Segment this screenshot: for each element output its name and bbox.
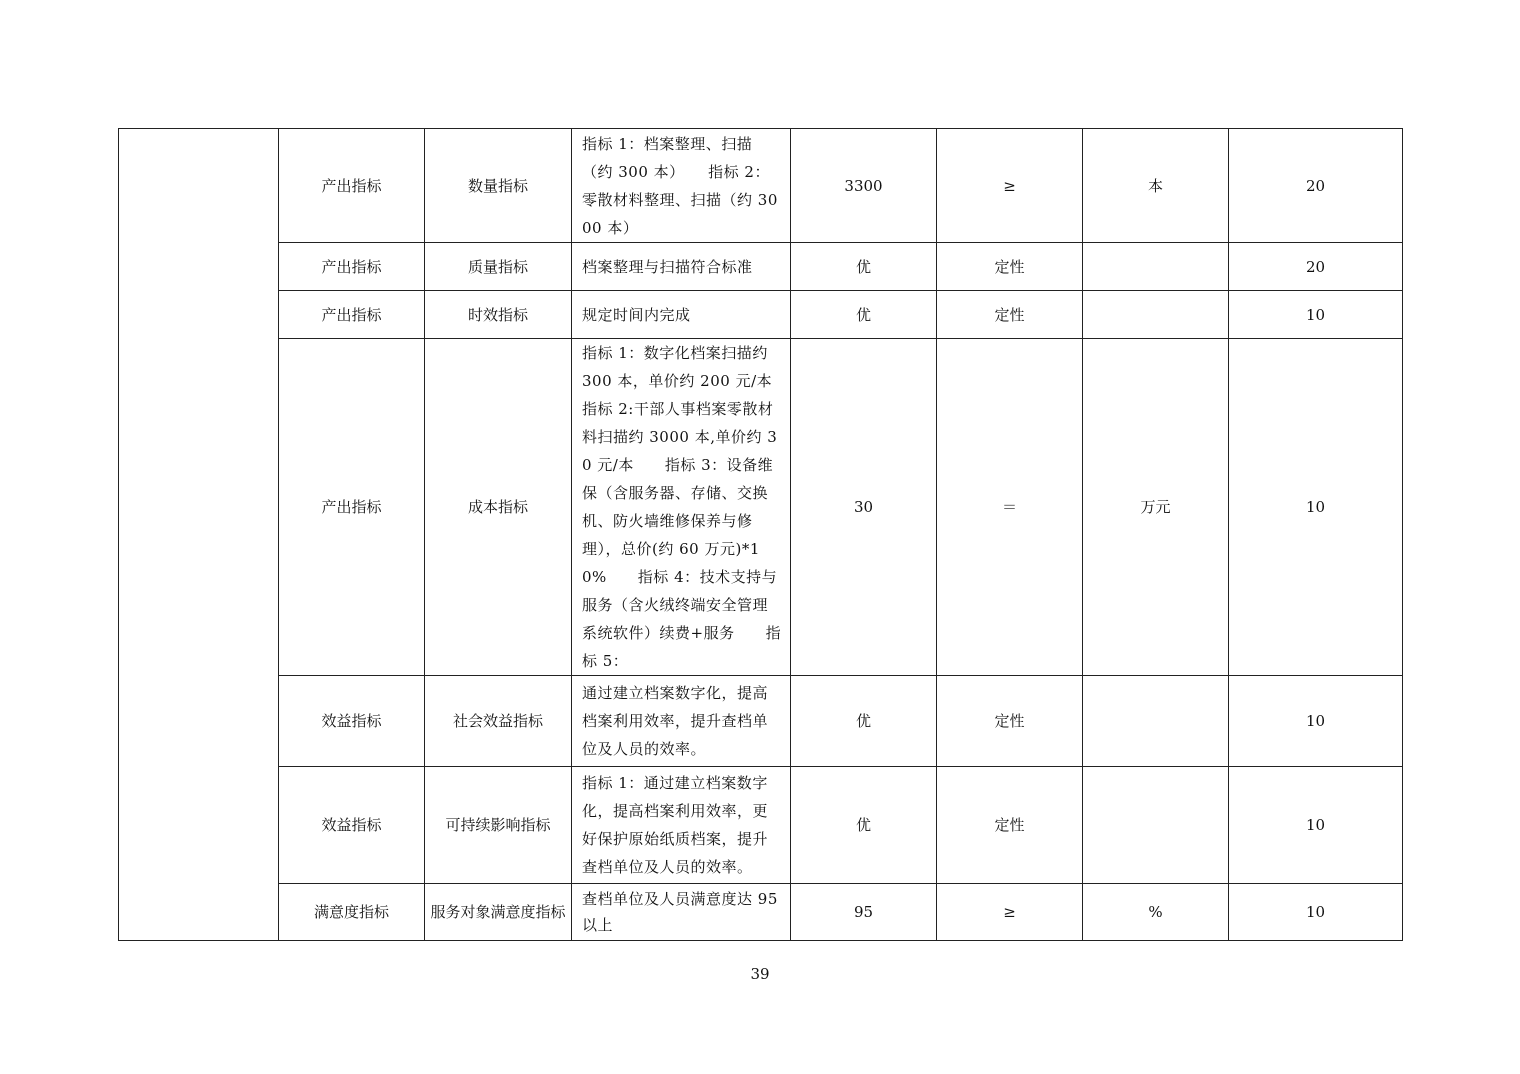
level1-indicator-cell: 满意度指标 <box>279 884 425 941</box>
indicator-unit-cell: 本 <box>1083 129 1229 243</box>
indicator-value-cell: 优 <box>791 767 937 884</box>
indicator-operator-cell: 定性 <box>937 767 1083 884</box>
indicator-unit-cell <box>1083 291 1229 339</box>
merged-blank-cell <box>119 129 279 941</box>
indicator-unit-cell <box>1083 243 1229 291</box>
indicator-value-cell: 优 <box>791 676 937 767</box>
table-row <box>119 339 1403 676</box>
indicator-value-cell: 优 <box>791 243 937 291</box>
level1-indicator-cell: 效益指标 <box>279 767 425 884</box>
level1-indicator-cell: 产出指标 <box>279 291 425 339</box>
level2-indicator-cell: 可持续影响指标 <box>425 767 572 884</box>
indicator-unit-cell: % <box>1083 884 1229 941</box>
indicator-score-cell: 10 <box>1229 767 1403 884</box>
indicator-unit-cell: 万元 <box>1083 339 1229 676</box>
indicator-score-cell: 10 <box>1229 291 1403 339</box>
performance-indicator-table <box>118 128 1403 941</box>
indicator-score-cell: 10 <box>1229 339 1403 676</box>
indicator-operator-cell: 定性 <box>937 291 1083 339</box>
indicator-description-cell: 通过建立档案数字化，提高档案利用效率，提升查档单位及人员的效率。 <box>572 676 791 767</box>
level1-indicator-cell: 产出指标 <box>279 339 425 676</box>
level1-indicator-cell: 产出指标 <box>279 243 425 291</box>
indicator-description-cell: 档案整理与扫描符合标准 <box>572 243 791 291</box>
indicator-operator-cell: 定性 <box>937 243 1083 291</box>
indicator-operator-cell: 定性 <box>937 676 1083 767</box>
indicator-score-cell: 20 <box>1229 129 1403 243</box>
level1-indicator-cell: 效益指标 <box>279 676 425 767</box>
indicator-description-cell: 指标 1：数字化档案扫描约 300 本，单价约 200 元/本 指标 2:干部人事档案零散材料扫描约 3000 本,单价约 30 元/本 指标 3：设备维保（含服务器、存储、交换机、防火墙维修保养与修理），总价(约 60 万元)*10% 指标 4：技术支持与服务（含火绒终端安全管理系统软件）续费+服务 指标 5： <box>572 339 791 676</box>
level2-indicator-cell: 服务对象满意度指标 <box>425 884 572 941</box>
table-row <box>119 243 1403 291</box>
indicator-description-cell: 查档单位及人员满意度达 95 以上 <box>572 884 791 941</box>
table-row <box>119 767 1403 884</box>
level2-indicator-cell: 时效指标 <box>425 291 572 339</box>
level2-indicator-cell: 数量指标 <box>425 129 572 243</box>
table-row <box>119 129 1403 243</box>
level1-indicator-cell: 产出指标 <box>279 129 425 243</box>
indicator-description-cell: 规定时间内完成 <box>572 291 791 339</box>
indicator-value-cell: 30 <box>791 339 937 676</box>
indicator-value-cell: 优 <box>791 291 937 339</box>
indicator-value-cell: 3300 <box>791 129 937 243</box>
table-row <box>119 884 1403 941</box>
indicator-operator-cell: ≥ <box>937 884 1083 941</box>
level2-indicator-cell: 质量指标 <box>425 243 572 291</box>
indicator-description-cell: 指标 1：通过建立档案数字化，提高档案利用效率，更好保护原始纸质档案，提升查档单位及人员的效率。 <box>572 767 791 884</box>
indicator-unit-cell <box>1083 676 1229 767</box>
indicator-operator-cell: ＝ <box>937 339 1083 676</box>
indicator-unit-cell <box>1083 767 1229 884</box>
level2-indicator-cell: 成本指标 <box>425 339 572 676</box>
table-row <box>119 676 1403 767</box>
indicator-description-cell: 指标 1：档案整理、扫描（约 300 本） 指标 2：零散材料整理、扫描（约 3000 本） <box>572 129 791 243</box>
indicator-score-cell: 20 <box>1229 243 1403 291</box>
indicator-value-cell: 95 <box>791 884 937 941</box>
indicator-operator-cell: ≥ <box>937 129 1083 243</box>
indicator-score-cell: 10 <box>1229 884 1403 941</box>
level2-indicator-cell: 社会效益指标 <box>425 676 572 767</box>
page-number: 39 <box>750 965 770 983</box>
indicator-score-cell: 10 <box>1229 676 1403 767</box>
table-row <box>119 291 1403 339</box>
